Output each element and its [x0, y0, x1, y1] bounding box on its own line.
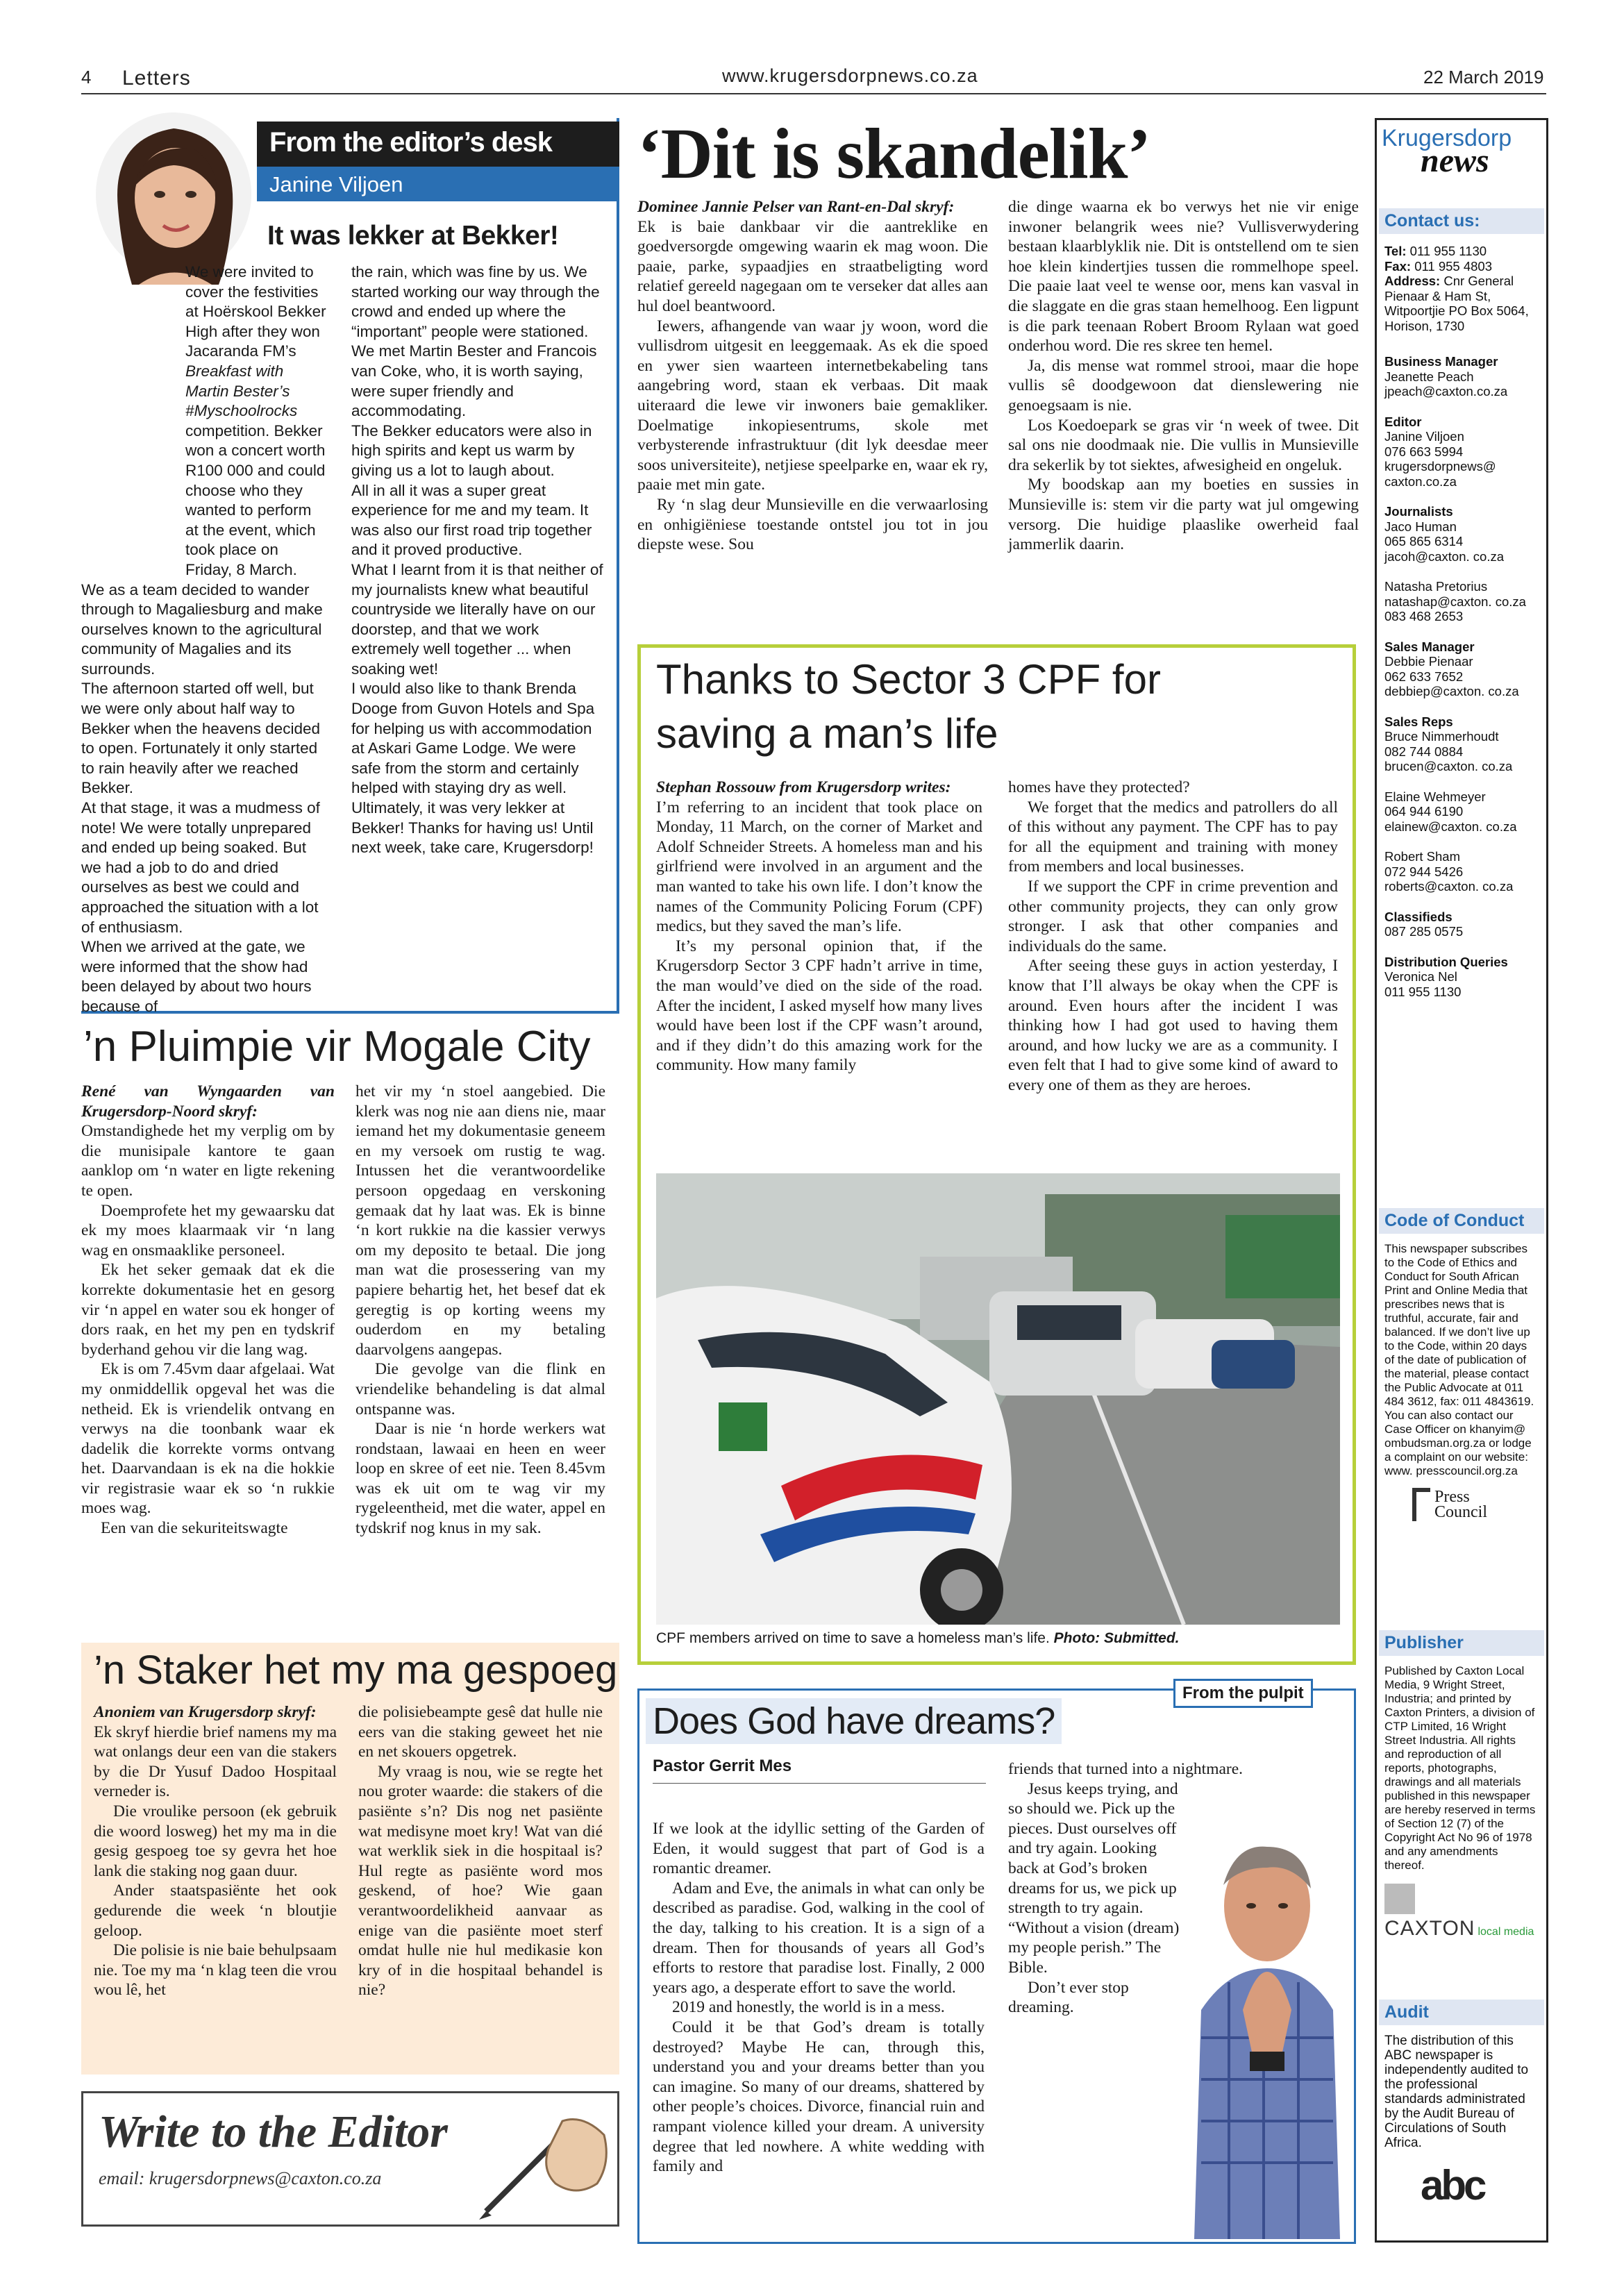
- sidebar-logo-top: Krugersdorp: [1382, 125, 1512, 151]
- jr1-name: Jaco Human: [1384, 519, 1457, 534]
- pulpit-col1-p1: If we look at the idyllic setting of the Garden of Eden, it would suggest that part of God is a romantic dreamer.: [653, 1820, 985, 1878]
- editor-col2-p2: The Bekker educators were also in high spirits and kept us warm by giving us a lot to laugh about.: [351, 421, 592, 479]
- jr1-phone: 065 865 6314: [1384, 534, 1464, 548]
- cl-phone: 087 285 0575: [1384, 924, 1464, 939]
- skandelik-col2-p1: die dinge waarna ek bo verwys het nie vir enige inwoner belangrik wees nie? Vullisverwydering bestaan klaarblyklik nie. Dit is ontstellend om te sien hoe klein kindertjies tussen die rommelhope speel. Die paaie laat veel te wense oor, mens kan vasval in die slaggate en die gras staan hemelhoog. Een ligpunt is die park teenaan Robert Broom Rylaan wat goed onderhou word. Die res skree ten hemel.: [1008, 198, 1359, 355]
- pluimpie-col2: [355, 1082, 605, 1539]
- editor-col1-intro-lead: [81, 262, 328, 580]
- sr1-name: Bruce Nimmerhoudt: [1384, 729, 1499, 744]
- pluimpie-col1: [81, 1082, 335, 1539]
- press-council-icon: [1412, 1488, 1430, 1521]
- header-rule: [81, 93, 1546, 94]
- editor-name-bar: [257, 167, 619, 201]
- sr1-email[interactable]: brucen@caxton. co.za: [1384, 759, 1513, 773]
- editor-col1: [81, 262, 328, 1017]
- caxton-logo-icon: [1384, 1884, 1415, 1914]
- coc-section: [1379, 1208, 1544, 1521]
- ed-name: Janine Viljoen: [1384, 429, 1464, 444]
- ed-email[interactable]: krugersdorpnews@ caxton.co.za: [1384, 459, 1496, 489]
- cpf-col1-p2: It’s my personal opinion that, if the Krugersdorp Sector 3 CPF hadn’t arrive in time, the man would’ve died on the side of the road. After the incident, I asked myself how many lives would have been lost if the CPF wasn’t around, and if they didn’t do this amazing work for the community. How many family: [656, 937, 982, 1075]
- sr2-name: Elaine Wehmeyer: [1384, 789, 1486, 804]
- pluimpie-col1-p2: Doemprofete het my gewaarsku dat ek my moes klaarmaak vir ‘n lang wag en onsmaaklike personeel.: [81, 1201, 335, 1259]
- sr1-phone: 082 744 0884: [1384, 744, 1464, 759]
- pluimpie-byline: René van Wyngaarden van Krugersdorp-Noord skryf:: [81, 1082, 335, 1121]
- press-logo-line2: Council: [1434, 1503, 1487, 1521]
- pluimpie-headline: ’n Pluimpie vir Mogale City: [83, 1023, 591, 1071]
- pulpit-col2-p3: Don’t ever stop dreaming.: [1008, 1978, 1129, 2017]
- editor-banner-title: From the editor’s desk: [269, 127, 552, 158]
- skandelik-col1-p3: Ry ‘n slag deur Munsieville en die verwaarlosing en onhigiëniese toestande ontstel jou tot in jou diepste wese. Sou: [637, 495, 988, 554]
- address-value: Cnr General Pienaar & Ham St, Witpoortjie PO Box 5064, Horison, 1730: [1384, 274, 1529, 333]
- jr1-email[interactable]: jacoh@caxton. co.za: [1384, 548, 1505, 564]
- editor-col1-p3: The afternoon started off well, but we were only about half way to Bekker when the heavens decided to open. Fortunately it only started to rain heavily after we reached Bekker.: [81, 680, 320, 797]
- issue-date: 22 March 2019: [1423, 67, 1544, 87]
- cl-label: Classifieds: [1384, 909, 1453, 924]
- skandelik-col2-p3: Los Koedoepark se gras vir ‘n week of twee. Dit sal ons nie doodmaak nie. Die vullis in Munsieville dra sekerlik by tot siektes, afwesigheid en ongeluk.: [1008, 416, 1359, 474]
- sr-label: Sales Reps: [1384, 714, 1453, 729]
- jr2-email[interactable]: natashap@caxton. co.za: [1384, 594, 1526, 609]
- pluimpie-col2-p1: het vir my ‘n stoel aangebied. Die klerk was nog nie aan diens nie, maar iemand het my dokumentasie geneem en my versoek om rustig te wag. Intussen het die verantwoordelike persoon opgedaag en verskoning gemaak dat hy laat was. Ek is binne ‘n kort rukkie na die kassier verwys om my deposito te betaal. Die jong man wat die prosessering van my papiere behartig het, het besef dat ek geregtig is op korting weens my ouderdom en my betaling daarvolgens aangepas.: [355, 1082, 605, 1359]
- sm-email[interactable]: debbiep@caxton. co.za: [1384, 684, 1519, 698]
- page-number: 4: [81, 67, 92, 87]
- staker-col1-p2: Die vroulike persoon (ek gebruik die woord losweg) het my ma in die gesig gespoeg toe sy gevra het hoe lank die staking nog gaan duur.: [94, 1802, 337, 1880]
- cpf-col2: [1008, 778, 1338, 1096]
- cpf-caption-text: CPF members arrived on time to save a homeless man’s life.: [656, 1630, 1050, 1646]
- cpf-byline: Stephan Rossouw from Krugersdorp writes:: [656, 778, 951, 796]
- skandelik-col1: [637, 197, 988, 555]
- pluimpie-col2-p3: Daar is nie ‘n horde werkers wat rondstaan, lawaai en heen en weer loop en skree of eet nie. Teen 8.45vm was ek uit om te wag vir my rygeleentheid, met die water, appel en tydskrif nog knus in my sak.: [355, 1420, 605, 1538]
- audit-section: [1379, 2000, 1544, 2209]
- editor-col2-p1: the rain, which was fine by us. We started working our way through the crowd and ended up where the “important” people were stationed. We met Martin Bester and Francois van Coke, who, it is worth saying, were super friendly and accommodating.: [351, 263, 600, 420]
- press-council-text: [1434, 1489, 1487, 1520]
- editor-headline: It was lekker at Bekker!: [267, 221, 559, 251]
- pluimpie-col1-p3: Ek het seker gemaak dat ek die korrekte dokumentasie het en gesorg vir ‘n appel en water sou ek honger of dors raak, en het my pen en tydskrif byderhand gehou vir die lang wag.: [81, 1261, 335, 1359]
- fax-label: Fax:: [1384, 258, 1412, 274]
- editor-col2-p4: What I learnt from it is that neither of my journalists knew what beautiful countryside we literally have on our doorstep, and that we work extremely well together ... when soaking wet!: [351, 560, 603, 678]
- pulpit-col1-p4: Could it be that God’s dream is totally destroyed? Maybe He can, through this, understand you and your dreams better than you can imagine. So many of our dreams, shattered by other people’s choices. Divorce, financial ruin and rampant violence killed your dream. A university degree that led nowhere. A white wedding with family and: [653, 2018, 985, 2176]
- audit-text: The distribution of this ABC newspaper is independently audited to the professional standards administrated by the Audit Bureau of Circulations of South Africa.: [1384, 2034, 1529, 2150]
- sr3-email[interactable]: roberts@caxton. co.za: [1384, 879, 1514, 894]
- editor-col2: [351, 262, 608, 858]
- contact-body: [1379, 234, 1544, 999]
- section-title: Letters: [122, 67, 191, 90]
- pluimpie-col2-p2: Die gevolge van die flink en vriendelike behandeling is dat almal ontspanne was.: [355, 1360, 605, 1418]
- skandelik-col1-p1: Ek is baie dankbaar vir die aantreklike en goedversorgde omgewing waarin ek mag woon. Die paaie, parke, sypaadjies en straatbeligting word relatief gereeld nagegaan om te verseker dat alles aan hul doel beantwoord.: [637, 217, 988, 315]
- bm-email[interactable]: jpeach@caxton.co.za: [1384, 384, 1508, 399]
- cpf-photo: [656, 1173, 1340, 1625]
- editor-col2-p5: I would also like to thank Brenda Dooge from Guvon Hotels and Spa for helping us with accommodation at Askari Game Lodge. We were safe from the storm and certainly helped with staying dry as well.: [351, 680, 595, 797]
- address-label: Address:: [1384, 274, 1441, 288]
- skandelik-headline: ‘Dit is skandelik’: [637, 114, 1151, 194]
- pluimpie-col1-p4: Ek is om 7.45vm daar afgelaai. Wat my onmiddellik opgeval het was die netheid. Ek is vriendelik ontvang en verwys na die toonbank waar ek dadelik die korrekte vorms ontvang het. Daarvandaan is ek na die hokkie vir registrasie waar ek so ‘n rukkie moes wag.: [81, 1360, 335, 1518]
- skandelik-col2-p4: My boodskap aan my boeties en sussies in Munsieville is: stem vir die party wat jul omgewing versorg. Die huidige plaaslike owerheid faal jammerlik daarin.: [1008, 476, 1359, 554]
- audit-head: Audit: [1379, 2000, 1544, 2025]
- staker-col1-p4: Die polisie is nie baie behulpsaam nie. Toe my ma ‘n klag teen die vrou wou lê, het: [94, 1941, 337, 2000]
- pulpit-author-rule: [653, 1783, 986, 1784]
- cpf-col2-p4: After seeing these guys in action yesterday, I know that I’ll always be okay when the CPF is around. Even hours after the incident I was thinking how I had got used to having them around, and how lucky we are as a community. I even felt that I had to give some kind of award to every one of them as they are heroes.: [1008, 957, 1338, 1094]
- cpf-col1-p1: I’m referring to an incident that took place on Monday, 11 March, on the corner of Market and Adolf Schneider Streets. A homeless man and his girlfriend were involved in an argument and the man wanted to take his own life. I don’t know the names of the Community Policing Forum (CPF) medics, but they saved the man’s life.: [656, 798, 982, 936]
- pulpit-tag: From the pulpit: [1173, 1679, 1313, 1708]
- skandelik-col2: [1008, 197, 1359, 555]
- editor-name: Janine Viljoen: [269, 172, 403, 196]
- publisher-section: [1379, 1630, 1544, 1941]
- staker-col1-p1: Ek skryf hierdie brief namens my ma wat onlangs deur een van die stakers by die Dr Yusuf Dadoo Hospitaal verneder is.: [94, 1723, 337, 1801]
- jr2-name: Natasha Pretorius: [1384, 579, 1488, 594]
- write-editor-box[interactable]: [81, 2091, 619, 2227]
- staker-col2-p1: die polisiebeampte gesê dat hulle nie eers van die staking geweet het nie en net skouers opgetrek.: [358, 1703, 603, 1761]
- sr3-name: Robert Sham: [1384, 849, 1460, 864]
- pulpit-col2-p2: Jesus keeps trying, and so should we. Pick up the pieces. Dust ourselves off and try again. Looking back at God’s broken dreams for us, we pick up strength to try again. “Without a vision (dream) my people perish.” The Bible.: [1008, 1779, 1180, 1977]
- skandelik-col2-p2: Ja, dis mense wat rommel strooi, maar die hope vullis sê doodgewoon dat dienslewering nie genoegsaam is nie.: [1008, 356, 1359, 414]
- staker-col1-p3: Ander staatspasiënte het ook gedurende die week ‘n bloutjie geloop.: [94, 1882, 337, 1940]
- press-council-logo: [1412, 1488, 1544, 1521]
- skandelik-col1-p2: Iewers, afhangende van waar jy woon, word die vullisdrom uitgesit en leeggemaak. As ek die spoed en ywer sien waarteen internetbekabeling tans aangebring word, staan ek verbaas. Dit maak uiteraard die lewe vir inwoners baie gemakliker. Doelmatige inkopiesentrums, skole met verbysterende infrastruktuur (dit lyk deesdae meer soos universiteite), netjiese speelparke en, waar ek ry, paaie met min gate.: [637, 317, 988, 494]
- write-editor-email[interactable]: email: krugersdorpnews@caxton.co.za: [99, 2168, 382, 2188]
- editor-col1-rest: competition. Bekker won a concert worth R100 000 and could choose who they wanted to perform at the event, which took place on Friday, 8 March.: [185, 421, 326, 578]
- dq-name: Veronica Nel: [1384, 969, 1457, 984]
- abc-logo: abc: [1421, 2162, 1484, 2209]
- editor-col1-p2: We as a team decided to wander through to Magaliesburg and make ourselves known to the agricultural community of Magalies and its surrounds.: [81, 580, 323, 678]
- pulpit-author: Pastor Gerrit Mes: [653, 1757, 792, 1775]
- pulpit-col1-p3: 2019 and honestly, the world is in a mess.: [672, 1998, 945, 2017]
- publisher-head: Publisher: [1379, 1630, 1544, 1656]
- editor-col2-p3: All in all it was a super great experience for me and my team. It was also our first road trip together and it proved productive.: [351, 481, 592, 559]
- write-editor-title: Write to the Editor: [99, 2106, 448, 2157]
- caxton-logo: [1384, 1884, 1544, 1941]
- ed-label: Editor: [1384, 414, 1422, 429]
- publisher-text: Published by Caxton Local Media, 9 Wright Street, Industria; and printed by Caxton Printers, a division of CTP Limited, 16 Wright Street Industria. All rights and reproduction of all reports, photographs, drawings and all materials published in this newspaper are hereby reserved in terms of Section 12 (7) of the Copyright Act No 96 of 1978 and any amendments thereof.: [1384, 1664, 1536, 1872]
- editor-col1-italic: Breakfast with Martin Bester’s #Myschoolrocks: [185, 362, 298, 420]
- skandelik-byline: Dominee Jannie Pelser van Rant-en-Dal skryf:: [637, 198, 955, 216]
- jr2-phone: 083 468 2653: [1384, 609, 1464, 623]
- editor-col1-intro: We were invited to cover the festivities at Hoërskool Bekker High after they won Jacaranda FM’s: [185, 263, 326, 360]
- cpf-col2-p3: If we support the CPF in crime prevention and other community projects, they can only grow stronger. I ask that other companies and individuals do the same.: [1008, 877, 1338, 955]
- sr2-email[interactable]: elainew@caxton. co.za: [1384, 819, 1517, 834]
- cpf-col2-p2: We forget that the medics and patrollers do all of this without any payment. The CPF has to pay for all the equipment and training with money from members and local businesses.: [1008, 798, 1338, 876]
- editor-col1-p5: When we arrived at the gate, we were informed that the show had been delayed by about two hours because of: [81, 938, 312, 1015]
- staker-col2-p2: My vraag is nou, wie se regte het nou groter waarde: die stakers of die pasiënte s’n? Dis nog net pasiënte wat medisyne moet kry! Wat van dié wat werklik siek in die hospitaal is? Hul regte as pasiënte word mos geskend, of hoe? Wie gaan verantwoordelikheid aanvaar as enige van die pasiënte moet sterf omdat hulle nie hul medikasie kon kry of in die hospitaal behandel is nie?: [358, 1762, 603, 2000]
- bm-label: Business Manager: [1384, 354, 1498, 369]
- staker-byline: Anoniem van Krugersdorp skryf:: [94, 1703, 317, 1721]
- coc-head: Code of Conduct: [1379, 1208, 1544, 1234]
- bm-name: Jeanette Peach: [1384, 369, 1474, 384]
- sm-phone: 062 633 7652: [1384, 669, 1464, 684]
- sm-name: Debbie Pienaar: [1384, 654, 1473, 669]
- sidebar-logo-bottom: news: [1421, 142, 1489, 179]
- jr-label: Journalists: [1384, 504, 1453, 519]
- pulpit-col2-p1: friends that turned into a nightmare.: [1008, 1760, 1244, 1778]
- staker-col2: [358, 1702, 603, 2000]
- contact-head: Contact us:: [1379, 208, 1544, 234]
- tel-label: Tel:: [1384, 244, 1407, 258]
- fax-value: 011 955 4803: [1414, 258, 1492, 274]
- website-link[interactable]: www.krugersdorpnews.co.za: [722, 65, 978, 86]
- pluimpie-col1-p1: Omstandighede het my verplig om by die munisipale kantore te gaan aanklop om ‘n water en ligte rekening te open.: [81, 1122, 335, 1200]
- sm-label: Sales Manager: [1384, 639, 1475, 654]
- sr2-phone: 064 944 6190: [1384, 804, 1464, 819]
- contact-section: [1379, 208, 1544, 999]
- sr3-phone: 072 944 5426: [1384, 864, 1464, 879]
- pluimpie-col1-p5: Een van die sekuriteitswagte: [101, 1519, 288, 1538]
- cpf-headline: Thanks to Sector 3 CPF for saving a man’s life: [656, 656, 1161, 757]
- pulpit-col1-p2: Adam and Eve, the animals in what can only be described as paradise. God, walking in the cool of the day, talking to his creation. It is a sign of a dream. Then for thousands of years all God’s efforts to restore that paradise lost. Finally, 2 000 years ago, a desperate effort to save the world.: [653, 1879, 985, 1997]
- editor-col1-p4: At that stage, it was a mudmess of note! We were totally unprepared and ended up being soaked. But we had a job to do and dried ourselves as best we could and approached the situation with a lot of enthusiasm.: [81, 799, 320, 936]
- editor-col2-p6: Ultimately, it was very lekker at Bekker! Thanks for having us! Until next week, take care, Krugersdorp!: [351, 799, 594, 857]
- press-logo-line1: Press: [1434, 1488, 1470, 1506]
- cpf-col2-p1: homes have they protected?: [1008, 778, 1190, 796]
- dq-phone: 011 955 1130: [1384, 984, 1462, 999]
- caxton-logo-text: CAXTON: [1384, 1917, 1475, 1940]
- writing-hand-icon: [472, 2100, 618, 2222]
- pulpit-col1: [653, 1819, 985, 2177]
- cpf-caption: [656, 1630, 1179, 1647]
- staker-col1: [94, 1702, 337, 2000]
- cpf-col1: [656, 778, 982, 1075]
- dq-label: Distribution Queries: [1384, 954, 1508, 969]
- caxton-logo-sub: local media: [1477, 1926, 1534, 1938]
- tel-value: 011 955 1130: [1409, 244, 1487, 258]
- cpf-caption-credit: Photo: Submitted.: [1053, 1630, 1180, 1646]
- ed-phone: 076 663 5994: [1384, 444, 1464, 459]
- pulpit-headline: Does God have dreams?: [646, 1698, 1062, 1744]
- pastor-photo: [1187, 1829, 1343, 2239]
- staker-headline: ’n Staker het my ma gespoeg: [94, 1648, 618, 1693]
- coc-text: This newspaper subscribes to the Code of Ethics and Conduct for South African Print and Online Media that prescribes news that is truthful, accurate, fair and balanced. If we don’t live up to the Code, within 20 days of the date of publication of the material, please contact the Public Advocate at 011 484 3612, fax: 011 4843619. You can also contact our Case Officer on khanyim@ ombudsman.org.za or lodge a complaint on our website: www. presscouncil.org.za: [1384, 1242, 1534, 1477]
- sidebar-logo: [1379, 125, 1544, 194]
- editor-banner: [257, 121, 619, 167]
